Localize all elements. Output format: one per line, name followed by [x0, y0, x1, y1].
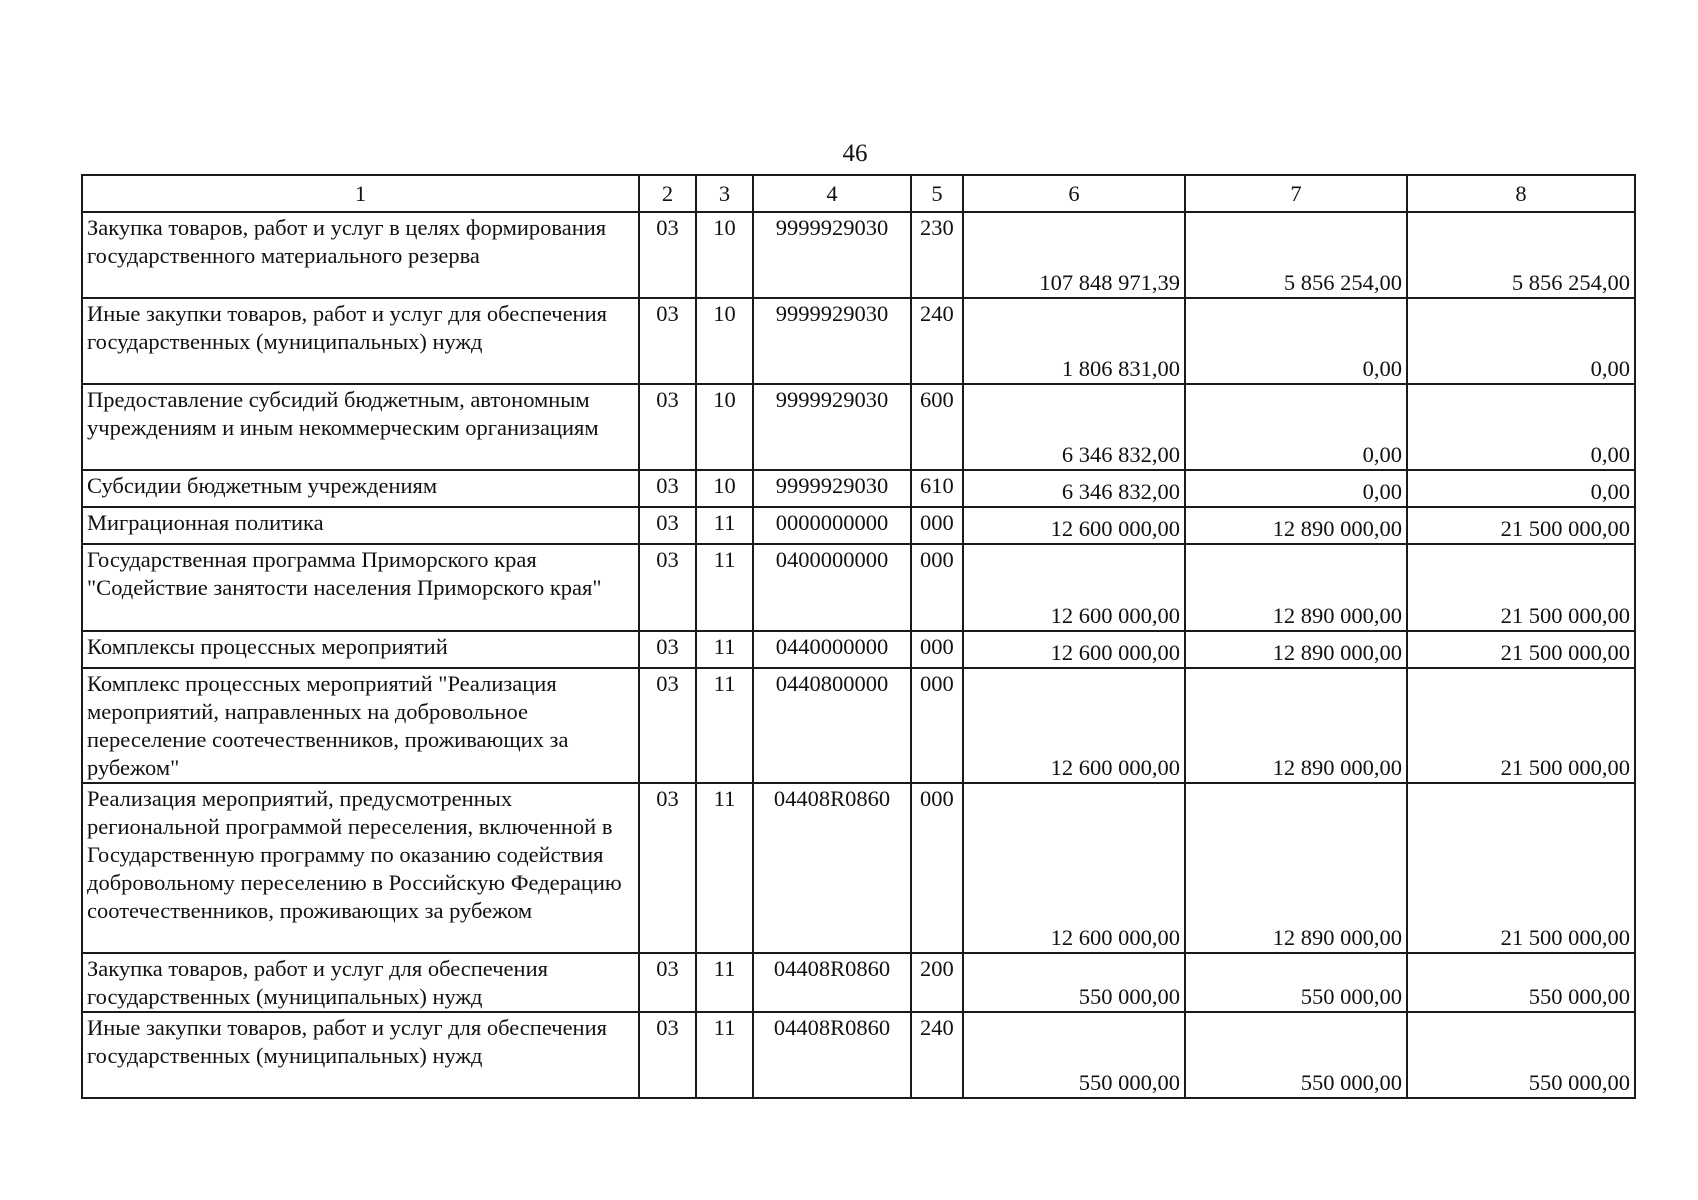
- subsection-code: 10: [696, 384, 753, 470]
- column-number: 7: [1185, 175, 1407, 212]
- amount-col6: 6 346 832,00: [963, 384, 1185, 470]
- column-number: 4: [753, 175, 911, 212]
- item-name: Комплексы процессных мероприятий: [82, 631, 639, 668]
- amount-col8: 550 000,00: [1407, 1012, 1635, 1098]
- amount-col7: 12 890 000,00: [1185, 668, 1407, 783]
- amount-col6: 12 600 000,00: [963, 544, 1185, 631]
- section-code: 03: [639, 470, 696, 507]
- amount-col8: 21 500 000,00: [1407, 783, 1635, 953]
- expense-type-code: 240: [911, 298, 963, 384]
- target-article-code: 0400000000: [753, 544, 911, 631]
- item-name: Государственная программа Приморского края "Содействие занятости населения Приморского края": [82, 544, 639, 631]
- table-row: [82, 212, 1635, 298]
- table-row: [82, 631, 1635, 668]
- amount-col7: 12 890 000,00: [1185, 507, 1407, 544]
- section-code: 03: [639, 507, 696, 544]
- subsection-code: 11: [696, 631, 753, 668]
- column-number: 3: [696, 175, 753, 212]
- amount-col6: 1 806 831,00: [963, 298, 1185, 384]
- subsection-code: 11: [696, 953, 753, 1012]
- amount-col8: 0,00: [1407, 384, 1635, 470]
- budget-table: [81, 174, 1636, 1099]
- table-row: [82, 544, 1635, 631]
- section-code: 03: [639, 384, 696, 470]
- amount-col6: 550 000,00: [963, 953, 1185, 1012]
- column-number: 6: [963, 175, 1185, 212]
- amount-col6: 12 600 000,00: [963, 668, 1185, 783]
- subsection-code: 11: [696, 544, 753, 631]
- expense-type-code: 000: [911, 783, 963, 953]
- expense-type-code: 000: [911, 544, 963, 631]
- column-number: 2: [639, 175, 696, 212]
- amount-col7: 550 000,00: [1185, 953, 1407, 1012]
- column-number: 1: [82, 175, 639, 212]
- subsection-code: 11: [696, 507, 753, 544]
- expense-type-code: 600: [911, 384, 963, 470]
- table-row: [82, 298, 1635, 384]
- target-article-code: 9999929030: [753, 470, 911, 507]
- amount-col8: 21 500 000,00: [1407, 544, 1635, 631]
- amount-col8: 21 500 000,00: [1407, 631, 1635, 668]
- item-name: Иные закупки товаров, работ и услуг для обеспечения государственных (муниципальных) нужд: [82, 298, 639, 384]
- table-row: [82, 384, 1635, 470]
- target-article-code: 0000000000: [753, 507, 911, 544]
- amount-col7: 0,00: [1185, 384, 1407, 470]
- target-article-code: 9999929030: [753, 384, 911, 470]
- expense-type-code: 000: [911, 668, 963, 783]
- amount-col8: 5 856 254,00: [1407, 212, 1635, 298]
- expense-type-code: 000: [911, 507, 963, 544]
- amount-col7: 0,00: [1185, 298, 1407, 384]
- table-row: [82, 668, 1635, 783]
- column-number: 8: [1407, 175, 1635, 212]
- table-row: [82, 1012, 1635, 1098]
- section-code: 03: [639, 1012, 696, 1098]
- item-name: Иные закупки товаров, работ и услуг для обеспечения государственных (муниципальных) нужд: [82, 1012, 639, 1098]
- subsection-code: 11: [696, 783, 753, 953]
- amount-col6: 12 600 000,00: [963, 631, 1185, 668]
- table-row: [82, 783, 1635, 953]
- target-article-code: 0440800000: [753, 668, 911, 783]
- amount-col8: 21 500 000,00: [1407, 668, 1635, 783]
- item-name: Предоставление субсидий бюджетным, автономным учреждениям и иным некоммерческим организациям: [82, 384, 639, 470]
- amount-col7: 550 000,00: [1185, 1012, 1407, 1098]
- amount-col8: 0,00: [1407, 470, 1635, 507]
- item-name: Закупка товаров, работ и услуг в целях формирования государственного материального резерва: [82, 212, 639, 298]
- expense-type-code: 240: [911, 1012, 963, 1098]
- amount-col8: 550 000,00: [1407, 953, 1635, 1012]
- subsection-code: 10: [696, 470, 753, 507]
- table-row: [82, 470, 1635, 507]
- subsection-code: 10: [696, 212, 753, 298]
- target-article-code: 04408R0860: [753, 783, 911, 953]
- subsection-code: 10: [696, 298, 753, 384]
- item-name: Субсидии бюджетным учреждениям: [82, 470, 639, 507]
- amount-col7: 12 890 000,00: [1185, 783, 1407, 953]
- table-row: [82, 953, 1635, 1012]
- column-number: 5: [911, 175, 963, 212]
- section-code: 03: [639, 953, 696, 1012]
- section-code: 03: [639, 631, 696, 668]
- amount-col6: 12 600 000,00: [963, 507, 1185, 544]
- amount-col7: 12 890 000,00: [1185, 631, 1407, 668]
- target-article-code: 9999929030: [753, 212, 911, 298]
- item-name: Реализация мероприятий, предусмотренных региональной программой переселения, включенной в Государственную программу по оказанию содействия добровольному переселению в Российскую Федерацию соотечественников, проживающих за рубежом: [82, 783, 639, 953]
- expense-type-code: 000: [911, 631, 963, 668]
- amount-col6: 6 346 832,00: [963, 470, 1185, 507]
- expense-type-code: 200: [911, 953, 963, 1012]
- section-code: 03: [639, 783, 696, 953]
- target-article-code: 04408R0860: [753, 953, 911, 1012]
- section-code: 03: [639, 298, 696, 384]
- target-article-code: 04408R0860: [753, 1012, 911, 1098]
- amount-col6: 12 600 000,00: [963, 783, 1185, 953]
- target-article-code: 0440000000: [753, 631, 911, 668]
- page-number: 46: [842, 140, 868, 167]
- subsection-code: 11: [696, 668, 753, 783]
- expense-type-code: 230: [911, 212, 963, 298]
- expense-type-code: 610: [911, 470, 963, 507]
- amount-col8: 0,00: [1407, 298, 1635, 384]
- amount-col7: 12 890 000,00: [1185, 544, 1407, 631]
- table-row: [82, 507, 1635, 544]
- target-article-code: 9999929030: [753, 298, 911, 384]
- item-name: Комплекс процессных мероприятий "Реализация мероприятий, направленных на добровольное переселение соотечественников, проживающих за рубежом": [82, 668, 639, 783]
- amount-col7: 5 856 254,00: [1185, 212, 1407, 298]
- amount-col6: 107 848 971,39: [963, 212, 1185, 298]
- subsection-code: 11: [696, 1012, 753, 1098]
- amount-col7: 0,00: [1185, 470, 1407, 507]
- section-code: 03: [639, 668, 696, 783]
- item-name: Закупка товаров, работ и услуг для обеспечения государственных (муниципальных) нужд: [82, 953, 639, 1012]
- column-number-row: [82, 175, 1635, 212]
- item-name: Миграционная политика: [82, 507, 639, 544]
- amount-col6: 550 000,00: [963, 1012, 1185, 1098]
- amount-col8: 21 500 000,00: [1407, 507, 1635, 544]
- section-code: 03: [639, 212, 696, 298]
- section-code: 03: [639, 544, 696, 631]
